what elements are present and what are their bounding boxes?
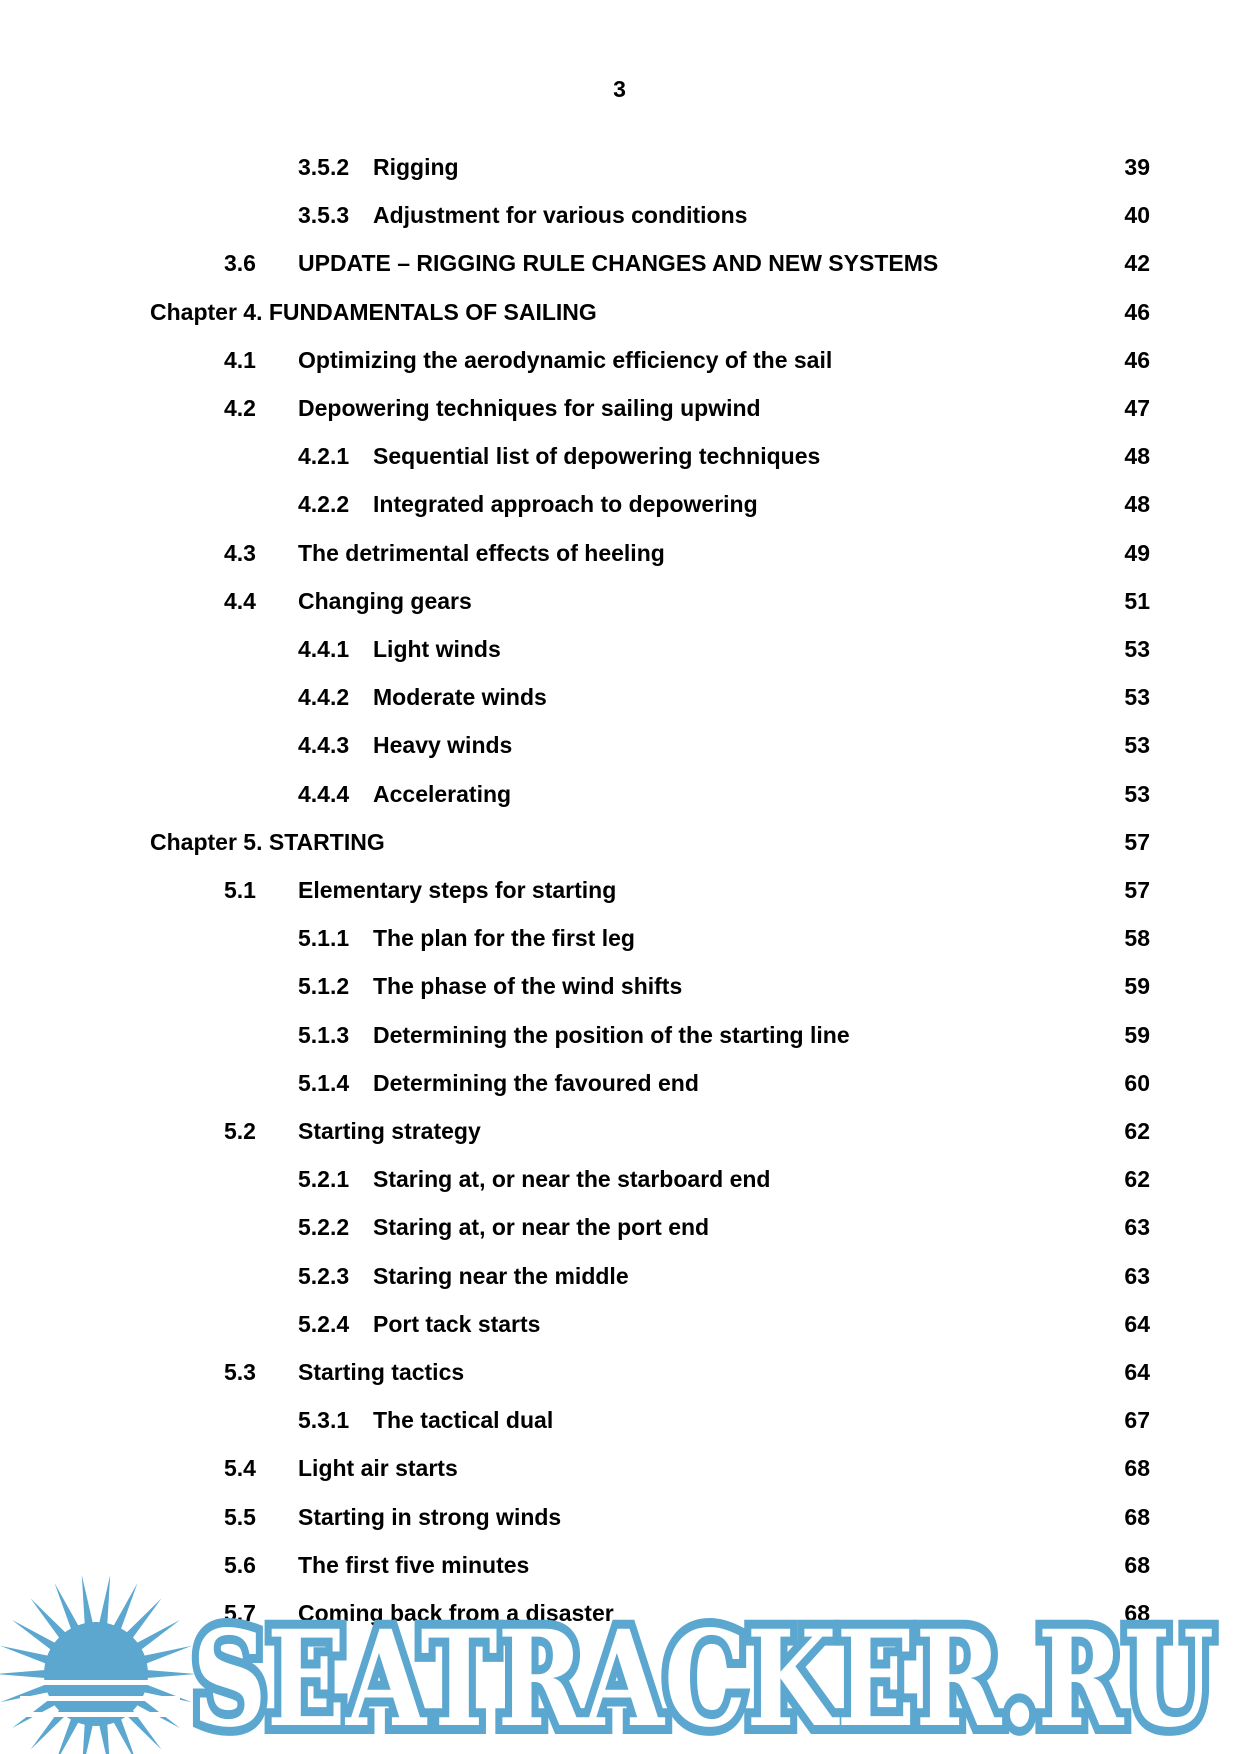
sun-stripe xyxy=(20,1680,180,1685)
toc-section-title: Staring near the middle xyxy=(373,1262,629,1289)
toc-section-title: Staring at, or near the port end xyxy=(373,1214,710,1241)
toc-section-title: Light winds xyxy=(373,636,501,662)
toc-section-number: 4.4.4 xyxy=(298,780,350,807)
sun-icon xyxy=(0,1575,196,1754)
toc-page-number: 51 xyxy=(1124,587,1150,614)
toc-section-number: 5.1.4 xyxy=(298,1069,350,1096)
toc-section-title: Rigging xyxy=(373,154,459,180)
toc-section-number: 3.6 xyxy=(224,250,256,277)
toc-section-number: 5.1.2 xyxy=(298,973,350,1000)
toc-page-number: 48 xyxy=(1124,443,1150,470)
toc-page-number: 64 xyxy=(1124,1359,1150,1385)
toc-section-title: Accelerating xyxy=(373,780,512,807)
toc-section-number: 4.4 xyxy=(224,587,256,614)
toc-section-title: Sequential list of depowering techniques xyxy=(373,443,821,470)
sun-ray xyxy=(99,1575,111,1627)
toc-section-number: 4.4.1 xyxy=(298,636,350,662)
sun-ray xyxy=(144,1670,196,1679)
sun-ray xyxy=(141,1646,192,1665)
page-number: 3 xyxy=(613,76,626,102)
toc-row[interactable] xyxy=(0,680,1239,724)
toc-page-number: 67 xyxy=(1124,1407,1150,1434)
toc-section-number: 4.2.2 xyxy=(298,491,350,518)
toc-section-number: 4.1 xyxy=(224,346,256,373)
toc-page-number: 53 xyxy=(1124,732,1150,759)
toc-chapter-row[interactable] xyxy=(0,295,1239,339)
toc-section-title: Integrated approach to depowering xyxy=(373,491,758,518)
toc-section-number: 4.4.3 xyxy=(298,732,350,759)
toc-section-title: Port tack starts xyxy=(373,1310,541,1337)
toc-page-number: 62 xyxy=(1124,1118,1150,1144)
toc-section-title: Coming back from a disaster xyxy=(298,1600,614,1626)
toc-section-number: 5.2.4 xyxy=(298,1310,350,1337)
toc-section-title: Moderate winds xyxy=(373,684,547,711)
toc-page-number: 57 xyxy=(1124,877,1150,903)
toc-page-number: 68 xyxy=(1124,1455,1150,1482)
toc-chapter-row[interactable] xyxy=(0,825,1239,869)
toc-section-title: Changing gears xyxy=(298,587,472,614)
toc-row[interactable] xyxy=(0,487,1239,531)
toc-page-number: 53 xyxy=(1124,780,1150,807)
toc-row[interactable] xyxy=(0,1114,1239,1158)
toc-row[interactable] xyxy=(0,969,1239,1013)
toc-row[interactable] xyxy=(0,1018,1239,1062)
sun-ray xyxy=(0,1670,48,1679)
toc-section-number: 5.2.3 xyxy=(298,1262,350,1289)
watermark-text: SEATRACKER.RU xyxy=(192,1602,1214,1754)
toc-section-number: 5.1.3 xyxy=(298,1021,350,1048)
toc-page-number: 68 xyxy=(1124,1551,1150,1578)
toc-section-title: Adjustment for various conditions xyxy=(373,202,748,229)
toc-section-title: The tactical dual xyxy=(373,1407,554,1434)
watermark xyxy=(0,1562,1239,1754)
toc-section-number: 5.7 xyxy=(224,1600,256,1626)
toc-section-title: The detrimental effects of heeling xyxy=(298,539,665,566)
sun-ray xyxy=(82,1575,94,1627)
toc-section-number: 3.5.3 xyxy=(298,202,350,229)
toc-page-number: 47 xyxy=(1124,395,1150,421)
toc-row[interactable] xyxy=(0,921,1239,965)
toc-chapter-title: Chapter 5. STARTING xyxy=(150,828,385,855)
toc-section-number: 5.3 xyxy=(224,1359,256,1385)
toc-row[interactable] xyxy=(0,198,1239,242)
toc-section-number: 4.4.2 xyxy=(298,684,350,711)
toc-page-number: 53 xyxy=(1124,636,1150,662)
toc-section-title: The phase of the wind shifts xyxy=(373,973,683,1000)
toc-row[interactable] xyxy=(0,777,1239,821)
toc-section-number: 5.6 xyxy=(224,1551,256,1578)
toc-section-title: The plan for the first leg xyxy=(373,925,635,952)
toc-chapter-title: Chapter 4. FUNDAMENTALS OF SAILING xyxy=(150,298,597,325)
toc-page-number: 46 xyxy=(1124,298,1150,325)
toc-page-number: 59 xyxy=(1124,973,1150,1000)
toc-page-number: 64 xyxy=(1124,1310,1150,1337)
toc-section-number: 5.1 xyxy=(224,877,256,903)
toc-page-number: 60 xyxy=(1124,1069,1150,1096)
toc-row[interactable] xyxy=(0,873,1239,917)
toc-page-number: 63 xyxy=(1124,1214,1150,1241)
toc-page-number: 48 xyxy=(1124,491,1150,518)
toc-row[interactable] xyxy=(0,1355,1239,1399)
toc-section-number: 5.5 xyxy=(224,1503,256,1530)
toc-section-title: Heavy winds xyxy=(373,732,513,759)
toc-section-title: Light air starts xyxy=(298,1455,458,1482)
toc-row[interactable] xyxy=(0,391,1239,435)
toc-section-number: 4.2 xyxy=(224,395,256,421)
toc-row[interactable] xyxy=(0,439,1239,483)
toc-section-number: 5.2.1 xyxy=(298,1166,350,1193)
toc-section-number: 4.3 xyxy=(224,539,256,566)
toc-page-number: 63 xyxy=(1124,1262,1150,1289)
toc-page-number: 42 xyxy=(1124,250,1150,277)
sun-ray xyxy=(112,1583,138,1632)
toc-section-number: 4.2.1 xyxy=(298,443,350,470)
toc-row[interactable] xyxy=(0,1451,1239,1495)
toc-row[interactable] xyxy=(0,1162,1239,1206)
toc-section-title: Determining the favoured end xyxy=(373,1069,699,1096)
toc-section-title: Starting in strong winds xyxy=(298,1503,562,1530)
toc-page-number: 68 xyxy=(1124,1600,1150,1626)
toc-row[interactable] xyxy=(0,1210,1239,1254)
toc-page-number: 53 xyxy=(1124,684,1150,711)
sun-stripe xyxy=(20,1712,180,1717)
toc-section-title: Elementary steps for starting xyxy=(298,877,617,903)
toc-row[interactable] xyxy=(0,1307,1239,1351)
toc-row[interactable] xyxy=(0,632,1239,676)
toc-row[interactable] xyxy=(0,728,1239,772)
toc-page-number: 59 xyxy=(1124,1021,1150,1048)
sun-ray xyxy=(55,1583,81,1632)
toc-section-title: Determining the position of the starting line xyxy=(373,1021,850,1048)
toc-row[interactable] xyxy=(0,584,1239,628)
toc-section-number: 5.4 xyxy=(224,1455,256,1482)
toc-row[interactable] xyxy=(0,1403,1239,1447)
toc-section-number: 3.5.2 xyxy=(298,154,350,180)
toc-row[interactable] xyxy=(0,1066,1239,1110)
toc-row[interactable] xyxy=(0,150,1239,194)
toc-section-title: Starting strategy xyxy=(298,1118,481,1144)
toc-page-number: 58 xyxy=(1124,925,1150,952)
toc-page-number: 49 xyxy=(1124,539,1150,566)
toc-section-title: Starting tactics xyxy=(298,1359,465,1385)
toc-row[interactable] xyxy=(0,246,1239,290)
toc-section-title: Optimizing the aerodynamic efficiency of the sail xyxy=(298,346,833,373)
toc-page-number: 39 xyxy=(1124,154,1150,180)
toc-section-number: 5.3.1 xyxy=(298,1407,350,1434)
sun-ray xyxy=(0,1646,51,1665)
toc-page-number: 40 xyxy=(1124,202,1150,229)
toc-row[interactable] xyxy=(0,1259,1239,1303)
toc-row[interactable] xyxy=(0,343,1239,387)
toc-section-number: 5.1.1 xyxy=(298,925,350,952)
toc-row[interactable] xyxy=(0,536,1239,580)
toc-section-title: UPDATE – RIGGING RULE CHANGES AND NEW SYSTEMS xyxy=(298,250,939,277)
toc-section-number: 5.2.2 xyxy=(298,1214,350,1241)
toc-row[interactable] xyxy=(0,1500,1239,1544)
toc-page-number: 62 xyxy=(1124,1166,1150,1193)
toc-page-number: 68 xyxy=(1124,1503,1150,1530)
toc-section-number: 5.2 xyxy=(224,1118,256,1144)
sun-stripe xyxy=(20,1696,180,1701)
toc-section-title: Staring at, or near the starboard end xyxy=(373,1166,771,1193)
toc-section-title: Depowering techniques for sailing upwind xyxy=(298,395,761,421)
toc-section-title: The first five minutes xyxy=(298,1551,530,1578)
toc-page-number: 46 xyxy=(1124,346,1150,373)
toc-page-number: 57 xyxy=(1124,828,1150,855)
sun-disc xyxy=(44,1622,148,1726)
